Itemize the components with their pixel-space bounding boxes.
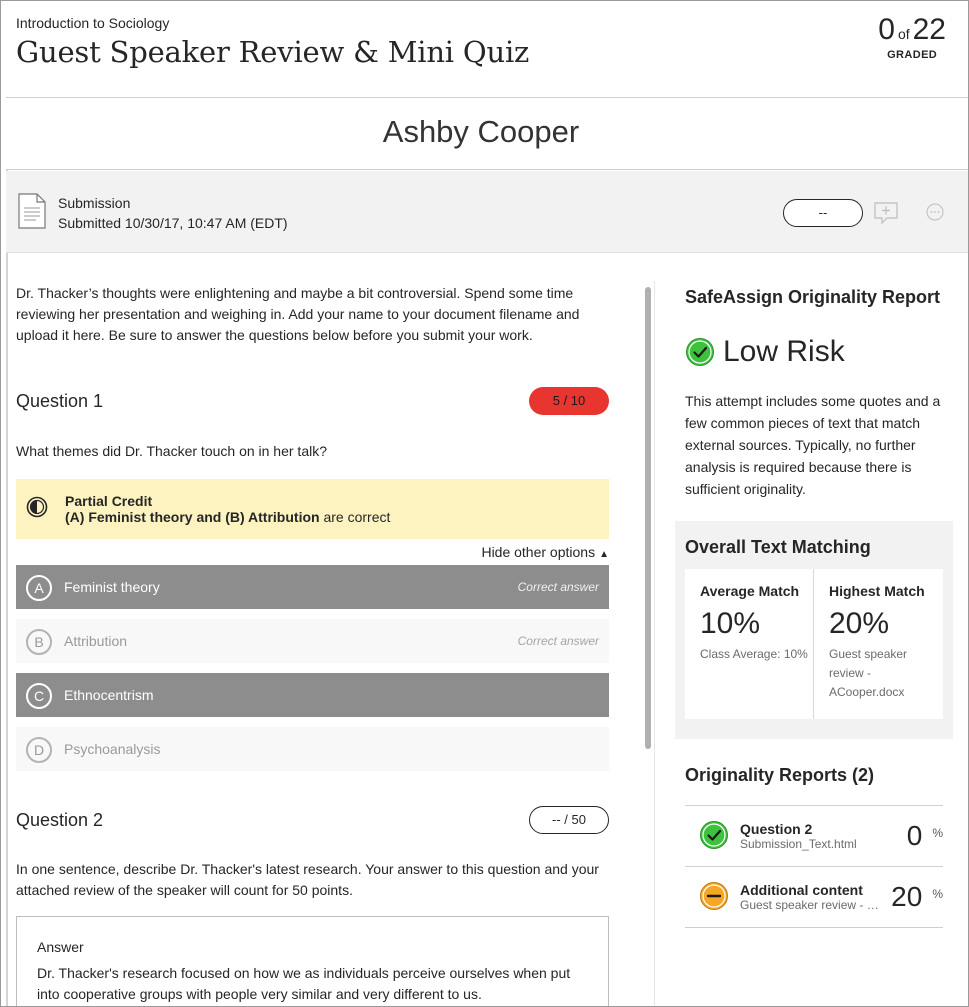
answer-label: Answer — [37, 939, 84, 955]
graded-counter — [878, 13, 946, 61]
average-match — [700, 583, 818, 664]
class-average: Class Average: 10% — [700, 647, 808, 661]
course-name: Introduction to Sociology — [16, 15, 170, 31]
check-circle-icon — [699, 820, 729, 850]
submission-content — [16, 253, 611, 1007]
page-title: Guest Speaker Review & Mini Quiz — [16, 35, 530, 69]
average-match-value: 10% — [700, 607, 761, 640]
partial-credit-banner — [16, 479, 609, 539]
originality-reports-title: Originality Reports (2) — [685, 765, 875, 785]
report-file: Submission_Text.html — [740, 837, 857, 851]
highest-match — [829, 583, 934, 702]
graded-count: 0 — [878, 13, 895, 46]
question-1-title: Question 1 — [16, 391, 104, 411]
text-matching-panel — [675, 521, 953, 739]
column-divider — [654, 281, 655, 1007]
check-circle-icon — [685, 337, 715, 367]
option-text: Feminist theory — [64, 579, 160, 595]
chevron-up-icon: ▲ — [599, 549, 609, 560]
hide-options-label: Hide other options — [481, 544, 596, 560]
safeassign-title: SafeAssign Originality Report — [685, 287, 941, 307]
option-letter: B — [26, 629, 52, 655]
correct-answer-note: Correct answer — [517, 634, 599, 648]
safeassign-panel — [675, 253, 953, 1007]
student-header — [6, 98, 968, 170]
submission-date: Submitted 10/30/17, 10:47 AM (EDT) — [58, 215, 288, 231]
question-2-prompt: In one sentence, describe Dr. Thacker's latest research. Your answer to this question and your attached review of the speaker will count for 50 points. — [16, 861, 599, 898]
assignment-instructions: Dr. Thacker’s thoughts were enlightening and maybe a bit controversial. Spend some time reviewing her presentation and weighing in. Add your name to your document filename and upload it here. Be sure to answer the questions below before you submit your work. — [16, 285, 580, 343]
option-text: Ethnocentrism — [64, 687, 154, 703]
more-options-icon[interactable] — [926, 203, 944, 221]
student-name: Ashby Cooper — [382, 114, 580, 149]
report-name: Additional content — [740, 882, 863, 898]
minus-circle-icon — [699, 881, 729, 911]
match-stats-card — [685, 569, 943, 719]
partial-credit-text — [65, 509, 390, 525]
partial-credit-suffix: are correct — [319, 509, 391, 525]
match-divider — [813, 569, 814, 719]
option-text: Psychoanalysis — [64, 741, 161, 757]
percent-sign: % — [932, 826, 943, 840]
option-letter: A — [26, 575, 52, 601]
report-percent — [907, 820, 943, 852]
report-percent-value: 0 — [906, 820, 923, 851]
highest-match-value: 20% — [829, 607, 890, 640]
originality-report-row[interactable] — [685, 867, 943, 927]
hide-other-options-toggle[interactable] — [481, 544, 609, 560]
text-matching-title: Overall Text Matching — [685, 537, 871, 557]
graded-of: of — [897, 26, 910, 42]
partial-credit-title: Partial Credit — [65, 493, 153, 509]
question-2-answer — [16, 916, 609, 1007]
divider — [685, 927, 943, 928]
answer-option-b[interactable] — [16, 619, 609, 663]
highest-match-label: Highest Match — [829, 583, 925, 599]
submission-title: Submission — [58, 195, 131, 211]
option-text: Attribution — [64, 633, 128, 649]
originality-report-row[interactable] — [685, 806, 943, 866]
answer-option-d[interactable] — [16, 727, 609, 771]
option-letter: C — [26, 683, 52, 709]
submission-row — [6, 171, 968, 253]
risk-description: This attempt includes some quotes and a few common pieces of text that match external sources. Typically, no further analysis is required because there is sufficient originality. — [685, 393, 941, 497]
graded-total: 22 — [912, 13, 946, 46]
question-2-score[interactable]: -- / 50 — [529, 806, 609, 834]
option-letter: D — [26, 737, 52, 763]
scrollbar-thumb[interactable] — [645, 287, 651, 749]
correct-answer-note: Correct answer — [517, 580, 599, 594]
half-circle-icon — [26, 496, 48, 518]
question-1-score[interactable]: 5 / 10 — [529, 387, 609, 415]
report-percent — [891, 881, 943, 913]
average-match-label: Average Match — [700, 583, 800, 599]
answer-option-c[interactable] — [16, 673, 609, 717]
overall-grade-input[interactable]: -- — [783, 199, 863, 227]
answer-option-a[interactable] — [16, 565, 609, 609]
report-file: Guest speaker review - … — [740, 898, 879, 912]
report-percent-value: 20 — [891, 881, 923, 912]
question-2-title: Question 2 — [16, 810, 104, 830]
highest-match-source[interactable]: Guest speaker review - ACooper.docx — [829, 647, 908, 699]
percent-sign: % — [932, 887, 943, 901]
add-feedback-icon[interactable] — [873, 201, 899, 225]
report-name: Question 2 — [740, 821, 813, 837]
page-header — [6, 1, 968, 98]
risk-level: Low Risk — [723, 335, 845, 368]
document-icon — [18, 193, 46, 229]
graded-label: GRADED — [887, 49, 938, 61]
answer-text: Dr. Thacker's research focused on how we as individuals perceive ourselves when put into cooperative groups with people very similar and very different to us. — [37, 965, 571, 1002]
partial-credit-correct-options: (A) Feminist theory and (B) Attribution — [65, 509, 320, 525]
question-1-prompt: What themes did Dr. Thacker touch on in her talk? — [16, 443, 328, 459]
